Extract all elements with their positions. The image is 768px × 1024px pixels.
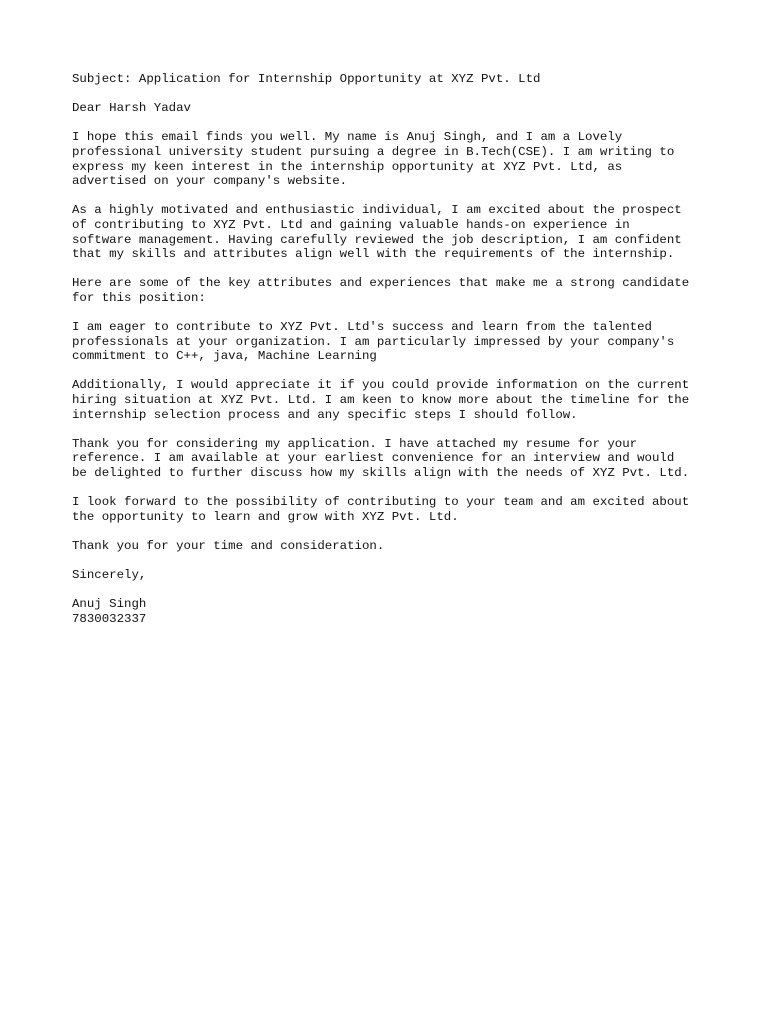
attributes-intro-paragraph bbox=[72, 276, 712, 305]
subject-paragraph bbox=[72, 72, 712, 87]
paragraph-line: the opportunity to learn and grow with XYZ Pvt. Ltd. bbox=[72, 509, 459, 524]
paragraph-line: software management. Having carefully reviewed the job description, I am confident bbox=[72, 232, 682, 247]
signature-phone: 7830032337 bbox=[72, 611, 147, 626]
paragraph-line: Thank you for your time and consideration. bbox=[72, 539, 385, 553]
subject-line: Subject: Application for Internship Opportunity at XYZ Pvt. Ltd bbox=[72, 72, 541, 86]
paragraph-line: Thank you for considering my application. I have attached my resume for your bbox=[72, 436, 638, 451]
contribution-paragraph bbox=[72, 320, 712, 364]
paragraph-line: reference. I am available at your earliest convenience for an interview and would bbox=[72, 451, 675, 466]
paragraph-line: be delighted to further discuss how my skills align with the needs of XYZ Pvt. Ltd. bbox=[72, 466, 690, 481]
paragraph-line: As a highly motivated and enthusiastic individual, I am excited about the prospect bbox=[72, 203, 682, 218]
closing-line: Sincerely, bbox=[72, 568, 147, 583]
paragraph-line: I look forward to the possibility of contributing to your team and am excited about bbox=[72, 495, 690, 510]
motivation-paragraph bbox=[72, 203, 712, 261]
paragraph-line: that my skills and attributes align well with the requirements of the internship. bbox=[72, 247, 675, 262]
greeting-paragraph bbox=[72, 101, 712, 116]
paragraph-line: hiring situation at XYZ Pvt. Ltd. I am keen to know more about the timeline for the bbox=[72, 393, 690, 408]
signature-block bbox=[72, 597, 712, 626]
hiring-paragraph bbox=[72, 378, 712, 422]
paragraph-line: of contributing to XYZ Pvt. Ltd and gaining valuable hands-on experience in bbox=[72, 217, 630, 232]
paragraph-line: express my keen interest in the internship opportunity at XYZ Pvt. Ltd, as bbox=[72, 159, 623, 174]
paragraph-line: for this position: bbox=[72, 290, 206, 305]
intro-paragraph bbox=[72, 130, 712, 188]
thanks-paragraph bbox=[72, 539, 712, 554]
closing-paragraph bbox=[72, 568, 712, 583]
paragraph-line: I hope this email finds you well. My name is Anuj Singh, and I am a Lovely bbox=[72, 130, 623, 145]
paragraph-line: Additionally, I would appreciate it if you could provide information on the current bbox=[72, 378, 690, 393]
paragraph-line: I am eager to contribute to XYZ Pvt. Ltd's success and learn from the talented bbox=[72, 320, 652, 335]
paragraph-line: professional university student pursuing a degree in B.Tech(CSE). I am writing to bbox=[72, 144, 675, 159]
look-forward-paragraph bbox=[72, 495, 712, 524]
paragraph-line: advertised on your company's website. bbox=[72, 174, 348, 189]
signature-name: Anuj Singh bbox=[72, 597, 147, 612]
letter-body bbox=[72, 72, 712, 627]
paragraph-line: Here are some of the key attributes and experiences that make me a strong candidate bbox=[72, 276, 690, 291]
paragraph-line: internship selection process and any specific steps I should follow. bbox=[72, 407, 578, 422]
paragraph-line: professionals at your organization. I am particularly impressed by your company's bbox=[72, 334, 675, 349]
paragraph-line: commitment to C++, java, Machine Learning bbox=[72, 349, 377, 364]
resume-paragraph bbox=[72, 437, 712, 481]
greeting-line: Dear Harsh Yadav bbox=[72, 101, 191, 116]
